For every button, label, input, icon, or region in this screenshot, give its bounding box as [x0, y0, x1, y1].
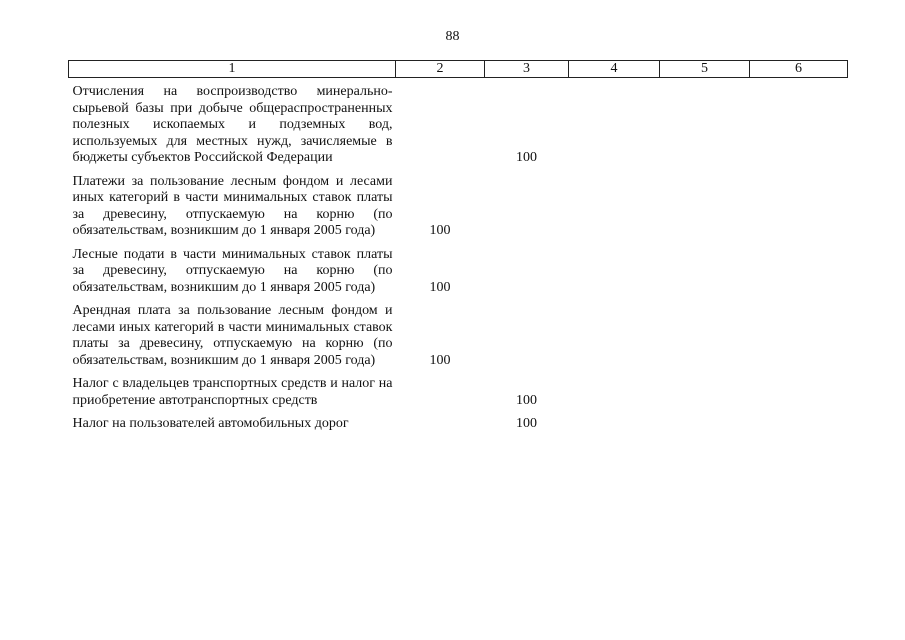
column-header: 5	[660, 61, 750, 78]
row-value-col6	[750, 416, 848, 433]
table-row	[69, 174, 848, 240]
row-value-col6	[750, 303, 848, 369]
row-value-col2	[396, 78, 485, 167]
row-value-col2: 100	[429, 223, 451, 238]
row-value-col3: 100	[516, 150, 537, 165]
row-value-col6	[750, 247, 848, 297]
column-header: 3	[485, 61, 569, 78]
row-value-col3: 100	[516, 416, 537, 431]
row-value-col4	[569, 416, 660, 433]
table-row	[69, 78, 848, 167]
row-value-col5	[660, 416, 750, 433]
row-value-col3: 100	[516, 392, 537, 408]
table-header-row	[69, 61, 848, 78]
row-value-col5	[660, 376, 750, 409]
row-value-col4	[569, 247, 660, 297]
row-description: Отчисления на воспроизводство минерально-сырьевой базы при добыче общераспространенных полезных ископаемых и подземных вод, используемых для местных нужд, зачисляемые в бюджеты субъектов Российской Федерации	[72, 84, 393, 165]
row-value-col4	[569, 303, 660, 369]
table-row	[69, 247, 848, 297]
row-value-col6	[750, 174, 848, 240]
row-value-col4	[569, 78, 660, 167]
row-value-col5	[660, 174, 750, 240]
row-description: Арендная плата за пользование лесным фондом и лесами иных категорий в части минимальных ставок платы за древесину, отпускаемую на корню (по обязательствам, возникшим до 1 января 2005 года)	[72, 303, 393, 368]
row-value-col6	[750, 78, 848, 167]
row-value-col6	[750, 376, 848, 409]
row-value-col5	[660, 247, 750, 297]
row-value-col2	[396, 376, 485, 409]
row-description: Налог с владельцев транспортных средств и налог на приобретение автотранспортных средств	[72, 376, 393, 408]
column-header: 6	[750, 61, 848, 78]
budget-allocation-table	[68, 60, 848, 433]
row-value-col2: 100	[429, 279, 451, 295]
row-value-col3	[485, 303, 569, 369]
page-number: 88	[445, 29, 460, 44]
row-value-col4	[569, 376, 660, 409]
table-row	[69, 416, 848, 433]
row-value-col2	[396, 416, 485, 433]
row-value-col3	[485, 174, 569, 240]
row-description: Лесные подати в части минимальных ставок платы за древесину, отпускаемую на корню (по обязательствам, возникшим до 1 января 2005 года)	[72, 246, 393, 295]
row-description: Налог на пользователей автомобильных дорог	[72, 416, 349, 431]
column-header: 2	[396, 61, 485, 78]
row-value-col5	[660, 78, 750, 167]
row-value-col2: 100	[429, 352, 451, 368]
row-value-col5	[660, 303, 750, 369]
row-value-col4	[569, 174, 660, 240]
column-header: 4	[569, 61, 660, 78]
table-row	[69, 303, 848, 369]
row-value-col3	[485, 247, 569, 297]
table-row	[69, 376, 848, 409]
column-header: 1	[69, 61, 396, 78]
row-description: Платежи за пользование лесным фондом и лесами иных категорий в части минимальных ставок платы за древесину, отпускаемую на корню (по обязательствам, возникшим до 1 января 2005 года)	[72, 173, 393, 238]
